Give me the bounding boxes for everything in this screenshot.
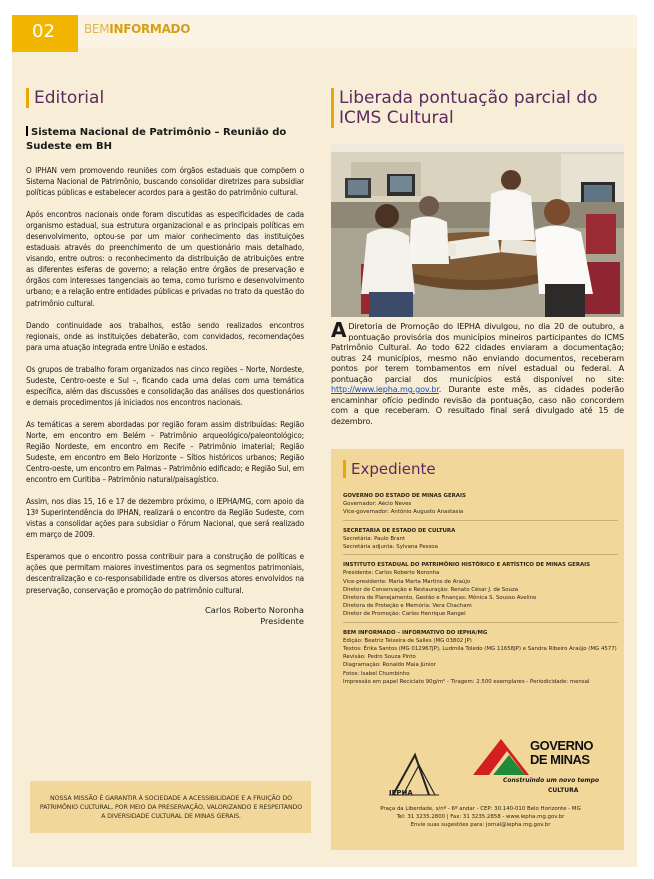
meeting-photo — [331, 144, 624, 317]
gov-logo-text — [530, 739, 593, 767]
news-heading: Liberada pontuação parcial do ICMS Cultural — [331, 88, 624, 128]
sec-title: SECRETARIA DE ESTADO DE CULTURA — [343, 527, 456, 534]
editorial-paragraph: As temáticas a serem abordadas por região foram assim distribuídas: Região Norte, em encontro em Belém – Patrimônio arqueológico/paleontológico; Região Nordeste, em encontro em Recife – Patrimônio imaterial; Região Sudeste, em encontro em Belo Horizonte – Sítios históricos urbanos; Região Centro-oeste, um encontro em Palmas – Patrimônio edificado; e Região Sul, em encontro em Curitiba – Patrimônio natural/paisagístico. — [26, 418, 304, 485]
editorial-paragraph: Os grupos de trabalho foram organizados nas cinco regiões – Norte, Nordeste, Sudeste, Centro-oeste e Sul –, ficando cada uma delas com uma temática específica, além das discussões e consolidação das análises dos questionários e demais procedimentos já iniciados nos encontros nacionais. — [26, 363, 304, 407]
editorial-paragraph: Assim, nos dias 15, 16 e 17 de dezembro próximo, o IEPHA/MG, com apoio da 13ª Superintendência do IPHAN, realizará o encontro da Região Sudeste, com vistas a consolidar ações para subsidiar o Fórum Nacional, que será realizado em março de 2009. — [26, 496, 304, 540]
editorial-subheading — [26, 126, 304, 154]
signature-title: Presidente — [260, 616, 304, 627]
gov-title: GOVERNO DO ESTADO DE MINAS GERAIS — [343, 493, 466, 499]
bulletin-line: Impressão em papel Reciclato 90g/m² - Tiragem: 2.500 exemplares - Periodicidade: mensal — [343, 678, 590, 685]
inst-line: Vice-presidente: Maria Marta Martins de Araújo — [343, 578, 471, 585]
brand-bold: INFORMADO — [109, 22, 191, 36]
editorial-column — [26, 88, 304, 628]
editorial-paragraph: O IPHAN vem promovendo reuniões com órgãos estaduais que compõem o Sistema Nacional de Patrimônio, buscando consolidar diretrizes para subsidiar políticas públicas e estabelecer acordos para a gestão do patrimônio cultural. — [26, 165, 304, 198]
expediente-heading: Expediente — [343, 460, 618, 478]
address-line: Tel: 31 3235.2800 | Fax: 31 3235.2858 - www.iepha.mg.gov.br — [396, 814, 565, 820]
news-body-start: Diretoria de Promoção do IEPHA divulgou, no dia 20 de outubro, a pontuação provisória dos municípios mineiros participantes do ICMS Patrimônio Cultural. Ao todo 622 cidades enviaram a documentação; outras 24 municípios, mesmo não enviando documentos, receberam pontos por terem tombamentos em nível estadual ou federal. A pontuação parcial dos municípios está disponível no site: — [331, 321, 624, 384]
mission-statement: NOSSA MISSÃO É GARANTIR À SOCIEDADE A ACESSIBILIDADE E A FRUIÇÃO DO PATRIMÔNIO CULTURAL, POR MEIO DA PRESERVAÇÃO, VALORIZANDO E RESPEITANDO A DIVERSIDADE CULTURAL DE MINAS GERAIS. — [39, 795, 303, 820]
inst-line: Diretora de Planejamento, Gestão e Finanças: Mônica S. Sousso Avelino — [343, 595, 537, 602]
gov-logo-line1: GOVERNO — [530, 738, 593, 753]
inst-title: INSTITUTO ESTADUAL DO PATRIMÔNIO HISTÓRICO E ARTÍSTICO DE MINAS GERAIS — [343, 562, 591, 569]
editorial-signature — [26, 605, 304, 628]
gov-logo-line2: DE MINAS — [530, 752, 590, 767]
bulletin-line: Textos: Érika Santos (MG 012967JP), Ludmila Toledo (MG 11658JP) e Sandra Ribeiro Araújo (MG 4577) — [343, 646, 617, 653]
bulletin-line: Fotos: Isabel Chumbinho — [343, 670, 410, 677]
iepha-website-link[interactable]: http://www.iepha.mg.gov.br — [331, 384, 439, 394]
page-number: 02 — [12, 15, 78, 52]
gov-line: Vice-governador: Antônio Augusto Anastasia — [343, 509, 464, 516]
bulletin-line: Diagramação: Ronaldo Maia Júnior — [343, 662, 436, 669]
bulletin-line: Edição: Beatriz Teixeira de Salles (MG 03802 JP) — [343, 637, 472, 644]
editorial-paragraph: Esperamos que o encontro possa contribuir para a construção de políticas e ações que permitam maiores investimentos para os segmentos patrimoniais, descentralização e co-responsabilidade entre os diversos atores envolvidos na preservação, conservação e promoção do patrimônio cultural. — [26, 551, 304, 595]
news-dropcap: A — [331, 318, 347, 342]
news-column — [331, 88, 624, 426]
brand-light: BEM — [84, 22, 110, 36]
editorial-paragraph: Dando continuidade aos trabalhos, estão sendo realizados encontros regionais, onde as instituições debaterão, com convidados, recomendações para uma atuação integrada entre União e estados. — [26, 319, 304, 352]
iepha-logo-text: IEPHA — [389, 789, 413, 797]
inst-line: Presidente: Carlos Roberto Noronha — [343, 570, 440, 577]
inst-line: Diretor de Promoção: Carlos Henrique Rangel — [343, 611, 466, 618]
meeting-photo-illustration — [331, 144, 624, 317]
bulletin-line: Revisão: Pedro Souza Pinto — [343, 654, 416, 661]
sec-line: Secretária adjunta: Sylvana Pessoa — [343, 544, 438, 551]
divider — [343, 554, 618, 555]
editorial-paragraph: Após encontros nacionais onde foram discutidas as especificidades de cada organismo estadual, sua estrutura organizacional e as principais políticas em desenvolvimento, optou-se por um maior conhecimento das instituições estaduais através do preenchimento de um questionário mais detalhado, visando, entre outros: o reconhecimento da distribuição de atribuições entre as diferentes esferas de governo; a relação entre órgãos de preservação e órgãos com interesses tangenciais ao tema, como turismo e desenvolvimento urbano; e a relação entre entidades públicas e privadas no trato da questão do patrimônio cultural. — [26, 209, 304, 308]
bulletin-title: BEM INFORMADO – INFORMATIVO DO IEPHA/MG — [343, 629, 488, 636]
editorial-subheading-text: Sistema Nacional de Patrimônio – Reunião do Sudeste em BH — [26, 127, 287, 152]
address-line: Praça da Liberdade, s/nº - 6º andar - CEP: 30.140-010 Belo Horizonte - MG — [380, 806, 581, 812]
divider — [343, 622, 618, 623]
news-body-end: . Durante este mês, as cidades poderão encaminhar ofício pedindo revisão da pontuação, caso não concordem com a que receberam. O resultado final será divulgado até 15 de dezembro. — [331, 384, 624, 426]
subheading-bar — [26, 126, 28, 136]
sec-line: Secretária: Paulo Brant — [343, 535, 406, 542]
divider — [343, 520, 618, 521]
address-line: Envie suas sugestões para: jornal@iepha.mg.gov.br — [410, 822, 551, 828]
gov-line: Governador: Aécio Neves — [343, 501, 412, 508]
footer-address — [343, 805, 618, 829]
inst-line: Diretor de Conservação e Restauração: Renato César J. de Souza — [343, 586, 519, 593]
inst-line: Diretora de Proteção e Memória: Vera Chacham — [343, 603, 472, 610]
editorial-heading: Editorial — [26, 88, 304, 108]
gov-logo-tagline: Construindo um novo tempo — [503, 777, 600, 784]
news-body — [331, 318, 624, 426]
expediente-content — [343, 460, 618, 686]
brand-title — [84, 22, 190, 36]
signature-name: Carlos Roberto Noronha — [204, 604, 304, 615]
gov-logo-sub: CULTURA — [548, 787, 579, 794]
logos-area — [343, 733, 618, 848]
